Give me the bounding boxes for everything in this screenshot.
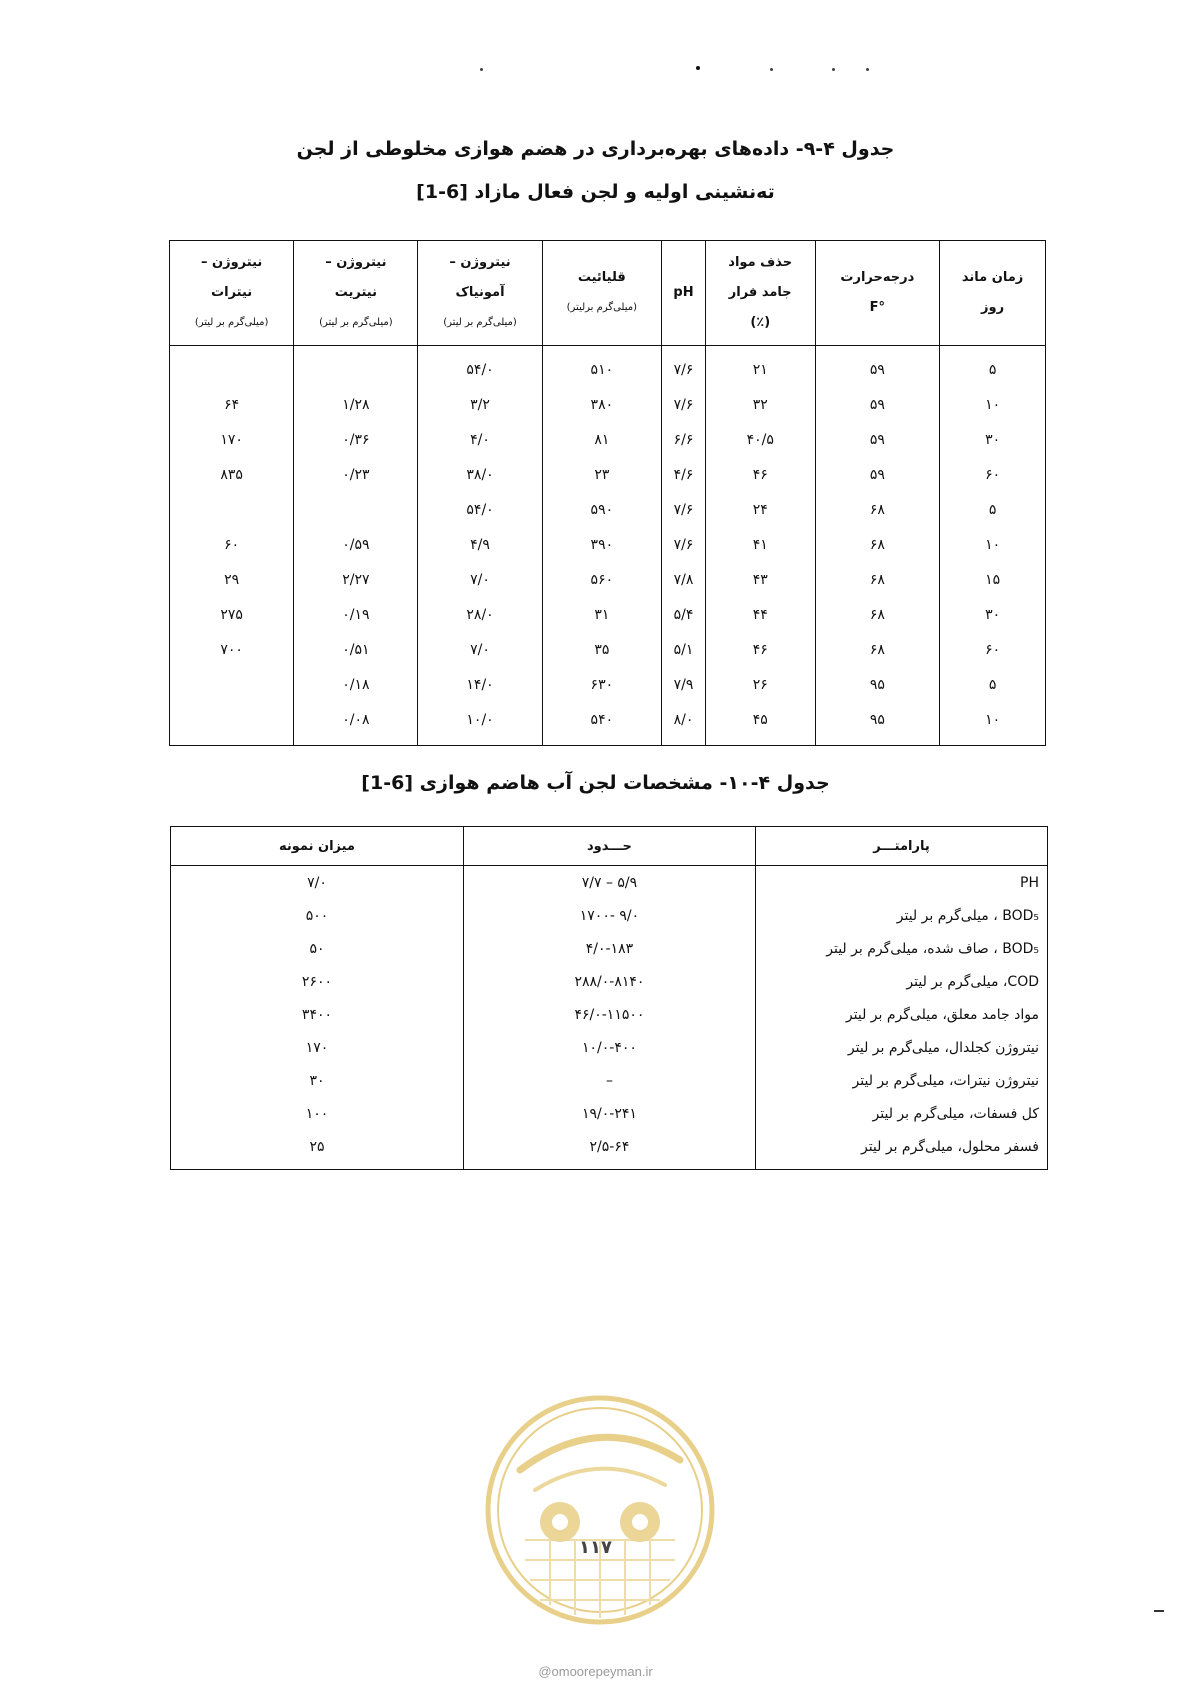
sample-value-cell: ۷/۰: [171, 866, 464, 900]
table-cell: ۸۱: [542, 422, 661, 457]
table-cell: ۳۸/۰: [418, 457, 542, 492]
table-row: [171, 1031, 1048, 1064]
table1-header-cell: [815, 241, 940, 346]
table1-header-text: قلیائیت: [577, 270, 626, 285]
table-cell: ۴۵: [705, 702, 815, 746]
table1-header-unit: (میلی‌گرم برلیتر): [566, 302, 638, 313]
table-cell: ۷/۶: [662, 346, 706, 388]
table-cell: ۳۸۰: [542, 387, 661, 422]
table-row: [171, 866, 1048, 900]
watermark-url: @omoorepeyman.ir: [538, 1664, 653, 1679]
table-row: [170, 702, 1046, 746]
table-cell: ۶۸: [815, 492, 940, 527]
table-cell: ۷/۶: [662, 387, 706, 422]
table-cell: ۶۰: [940, 457, 1046, 492]
table2-header-cell: حـــدود: [463, 827, 755, 866]
table-cell: ۷/۶: [662, 527, 706, 562]
table-cell: ۵۹: [815, 346, 940, 388]
table-cell: ۴۶: [705, 632, 815, 667]
parameter-cell: COD، میلی‌گرم بر لیتر: [755, 965, 1047, 998]
table1-header-unit: (میلی‌گرم بر لیتر): [194, 317, 269, 328]
table-cell: [170, 492, 294, 527]
table-cell: ۵۶۰: [542, 562, 661, 597]
range-cell: ۲/۵-۶۴: [463, 1130, 755, 1170]
table-cell: ۴/۰: [418, 422, 542, 457]
sample-value-cell: ۱۰۰: [171, 1097, 464, 1130]
parameter-cell: BOD₅ ، صاف شده، میلی‌گرم بر لیتر: [755, 932, 1047, 965]
table-cell: ۳۰: [940, 597, 1046, 632]
table-row: [170, 527, 1046, 562]
table2-header-cell: میزان نمونه: [171, 827, 464, 866]
table-cell: ۵۴/۰: [418, 346, 542, 388]
table-cell: ۳۹۰: [542, 527, 661, 562]
table-cell: ۷۰۰: [170, 632, 294, 667]
table-cell: ۹۵: [815, 702, 940, 746]
table-cell: ۱۴/۰: [418, 667, 542, 702]
omoorepeyman-stamp-watermark: [480, 1390, 720, 1630]
table2-header-cell: پارامتـــر: [755, 827, 1047, 866]
table-cell: ۷/۸: [662, 562, 706, 597]
table-cell: ۰/۵۱: [294, 632, 418, 667]
table1-header-unit: (میلی‌گرم بر لیتر): [443, 317, 517, 328]
table-cell: ۰/۱۸: [294, 667, 418, 702]
table-cell: ۰/۱۹: [294, 597, 418, 632]
range-cell: ۲۸۸/۰-۸۱۴۰: [463, 965, 755, 998]
range-cell: ۱۰/۰-۴۰۰: [463, 1031, 755, 1064]
table1-header-text: درجه‌حرارت: [840, 270, 915, 285]
table-cell: [170, 667, 294, 702]
table-row: [170, 422, 1046, 457]
sample-value-cell: ۳۴۰۰: [171, 998, 464, 1031]
table1-header-text: pH: [673, 285, 694, 300]
table-cell: ۳۵: [542, 632, 661, 667]
table1-header-text: جامد فرار: [728, 285, 792, 300]
table-cell: ۳۰: [940, 422, 1046, 457]
table-cell: ۶۸: [815, 632, 940, 667]
table-cell: ۵: [940, 346, 1046, 388]
table-cell: ۵/۱: [662, 632, 706, 667]
sample-value-cell: ۲۶۰۰: [171, 965, 464, 998]
table-cell: ۱۰/۰: [418, 702, 542, 746]
sample-value-cell: ۵۰۰: [171, 899, 464, 932]
table-cell: ۰/۲۳: [294, 457, 418, 492]
table-cell: ۶۴: [170, 387, 294, 422]
table-cell: ۴۰/۵: [705, 422, 815, 457]
table-cell: [294, 346, 418, 388]
table-cell: ۴۱: [705, 527, 815, 562]
table1-header-cell: [294, 241, 418, 346]
table-cell: ۵: [940, 492, 1046, 527]
table-row: [171, 899, 1048, 932]
table-cell: ۱۷۰: [170, 422, 294, 457]
table-cell: ۴/۹: [418, 527, 542, 562]
table-cell: ۵۹: [815, 457, 940, 492]
table-row: [170, 457, 1046, 492]
table1-header-unit: (میلی‌گرم بر لیتر): [319, 317, 393, 328]
parameter-cell: کل فسفات، میلی‌گرم بر لیتر: [755, 1097, 1047, 1130]
parameter-cell: PH: [755, 866, 1047, 900]
table-cell: ۶/۶: [662, 422, 706, 457]
table-cell: ۲/۲۷: [294, 562, 418, 597]
table1-header-text: آمونیاک: [455, 285, 505, 300]
table-cell: ۱/۲۸: [294, 387, 418, 422]
table-row: [171, 965, 1048, 998]
table-cell: ۱۰: [940, 702, 1046, 746]
page-number: ۱۱۷: [579, 1537, 612, 1558]
table-cell: ۷/۹: [662, 667, 706, 702]
table-row: [171, 1097, 1048, 1130]
table-cell: ۷/۶: [662, 492, 706, 527]
table-cell: ۰/۵۹: [294, 527, 418, 562]
table-cell: ۴۶: [705, 457, 815, 492]
table2-caption: جدول ۴-۱۰- مشخصات لجن آب هاضم هوازی [6-1]: [361, 772, 830, 794]
table1-header-text: نیتروژن –: [449, 255, 511, 270]
table-cell: ۱۰: [940, 527, 1046, 562]
table-cell: ۶۸: [815, 562, 940, 597]
digestion-operation-table: [169, 240, 1046, 746]
table-cell: [294, 492, 418, 527]
table-cell: ۱۵: [940, 562, 1046, 597]
table-cell: ۲۸/۰: [418, 597, 542, 632]
table-cell: ۰/۰۸: [294, 702, 418, 746]
table-cell: ۵۴/۰: [418, 492, 542, 527]
table-cell: ۲۷۵: [170, 597, 294, 632]
table-cell: ۲۶: [705, 667, 815, 702]
table-cell: ۵/۴: [662, 597, 706, 632]
sample-value-cell: ۱۷۰: [171, 1031, 464, 1064]
table-row: [170, 597, 1046, 632]
table1-header-text: روز: [981, 300, 1005, 315]
range-cell: ۵/۹ – ۷/۷: [463, 866, 755, 900]
table1-header-text: نیتریت: [334, 285, 377, 300]
edge-dash-mark: [1154, 1610, 1164, 1612]
table-cell: ۴۳: [705, 562, 815, 597]
parameter-cell: مواد جامد معلق، میلی‌گرم بر لیتر: [755, 998, 1047, 1031]
table-cell: ۶۰: [170, 527, 294, 562]
parameter-cell: BOD₅ ، میلی‌گرم بر لیتر: [755, 899, 1047, 932]
table2-header-row: [171, 827, 1048, 866]
table-cell: ۴۴: [705, 597, 815, 632]
parameter-cell: نیتروژن نیترات، میلی‌گرم بر لیتر: [755, 1064, 1047, 1097]
table-cell: ۲۴: [705, 492, 815, 527]
parameter-cell: نیتروژن کجلدال، میلی‌گرم بر لیتر: [755, 1031, 1047, 1064]
table-row: [170, 346, 1046, 388]
table-cell: ۵۴۰: [542, 702, 661, 746]
table-row: [170, 667, 1046, 702]
table-cell: ۵۹۰: [542, 492, 661, 527]
sample-value-cell: ۲۵: [171, 1130, 464, 1170]
parameter-cell: فسفر محلول، میلی‌گرم بر لیتر: [755, 1130, 1047, 1170]
table-cell: ۲۳: [542, 457, 661, 492]
table-cell: ۶۸: [815, 527, 940, 562]
table1-header-text: حذف مواد: [728, 255, 793, 270]
range-cell: ۹/۰ -۱۷۰۰: [463, 899, 755, 932]
table-row: [171, 998, 1048, 1031]
table-row: [170, 562, 1046, 597]
table-row: [171, 1064, 1048, 1097]
table-cell: ۳۱: [542, 597, 661, 632]
table1-header-text: °F: [869, 300, 886, 315]
range-cell: ۴/۰-۱۸۳: [463, 932, 755, 965]
table1-header-text: نیتروژن –: [200, 255, 263, 270]
table-cell: ۹۵: [815, 667, 940, 702]
table-cell: [170, 702, 294, 746]
table-cell: ۸/۰: [662, 702, 706, 746]
table1-header-cell: [170, 241, 294, 346]
range-cell: ۴۶/۰-۱۱۵۰۰: [463, 998, 755, 1031]
table-row: [171, 932, 1048, 965]
table-cell: ۶۰: [940, 632, 1046, 667]
sample-value-cell: ۵۰: [171, 932, 464, 965]
table1-header-cell: [705, 241, 815, 346]
table-cell: ۵۱۰: [542, 346, 661, 388]
table-cell: [170, 346, 294, 388]
table1-header-text: نیترات: [211, 285, 253, 300]
sample-value-cell: ۳۰: [171, 1064, 464, 1097]
table-cell: ۰/۳۶: [294, 422, 418, 457]
table-row: [171, 1130, 1048, 1170]
header-artifact-dots: [480, 64, 920, 74]
table1-caption-line1: جدول ۴-۹- داده‌های بهره‌برداری در هضم هوازی مخلوطی از لجن: [296, 138, 895, 160]
table-cell: ۲۱: [705, 346, 815, 388]
table-row: [170, 632, 1046, 667]
table1-header-cell: [940, 241, 1046, 346]
table-cell: ۴/۶: [662, 457, 706, 492]
table-cell: ۶۳۰: [542, 667, 661, 702]
sludge-characteristics-table: [170, 826, 1048, 1170]
table1-header-text: زمان ماند: [961, 270, 1024, 285]
table-cell: ۵۹: [815, 387, 940, 422]
table1-header-text: نیتروژن –: [325, 255, 387, 270]
table-cell: ۷/۰: [418, 632, 542, 667]
table-cell: ۱۰: [940, 387, 1046, 422]
table-row: [170, 492, 1046, 527]
range-cell: –: [463, 1064, 755, 1097]
table-cell: ۲۹: [170, 562, 294, 597]
range-cell: ۱۹/۰-۲۴۱: [463, 1097, 755, 1130]
table-cell: ۵۹: [815, 422, 940, 457]
table1-caption-line2: ته‌نشینی اولیه و لجن فعال مازاد [6-1]: [416, 181, 775, 203]
table-cell: ۶۸: [815, 597, 940, 632]
table1-header-cell: [418, 241, 542, 346]
table-cell: ۸۳۵: [170, 457, 294, 492]
table-cell: ۳/۲: [418, 387, 542, 422]
table-cell: ۵: [940, 667, 1046, 702]
table-cell: ۳۲: [705, 387, 815, 422]
table1-header-cell: [542, 241, 661, 346]
table1-header-row: [170, 241, 1046, 346]
table1-header-cell: [662, 241, 706, 346]
table1-header-text: (٪): [750, 315, 771, 330]
table-row: [170, 387, 1046, 422]
table-cell: ۷/۰: [418, 562, 542, 597]
